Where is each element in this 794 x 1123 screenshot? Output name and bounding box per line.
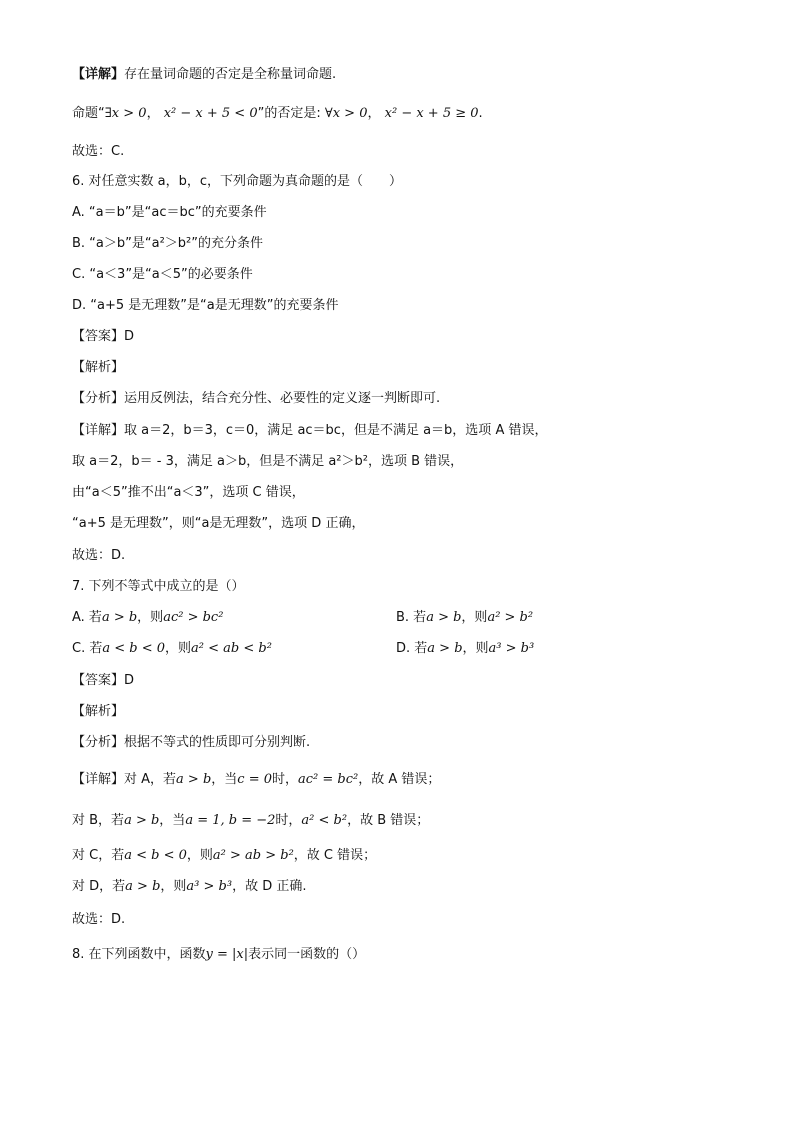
answer-choice-line: 故选：C. — [72, 144, 125, 159]
option-7b: B. 若a > b，则a² > b² — [396, 610, 534, 625]
question-8: 8. 在下列函数中，函数y = |x|表示同一函数的（） — [72, 947, 366, 962]
answer-7: 【答案】D — [72, 673, 135, 688]
detail-7-line1: 【详解】对 A，若a > b，当c = 0时，ac² = bc²，故 A 错误； — [72, 772, 441, 787]
option-7a: A. 若a > b，则ac² > bc² — [72, 610, 224, 625]
choice-6: 故选：D. — [72, 548, 126, 563]
choice-7: 故选：D. — [72, 912, 126, 927]
detail-7-line2: 对 B，若a > b，当a = 1, b = −2时，a² < b²，故 B 错误； — [72, 813, 430, 828]
negation-line: 命题“∃x > 0， x² − x + 5 < 0”的否定是: ∀x > 0， x² − x + 5 ≥ 0. — [72, 106, 483, 121]
question-7: 7. 下列不等式中成立的是（） — [72, 579, 245, 594]
analysis-6: 【分析】运用反例法，结合充分性、必要性的定义逐一判断即可. — [72, 391, 441, 406]
detail-7-line4: 对 D，若a > b，则a³ > b³，故 D 正确. — [72, 879, 307, 894]
option-6b: B. “a＞b”是“a²＞b²”的充分条件 — [72, 236, 263, 251]
detail-6-line3: 由“a＜5”推不出“a＜3”，选项 C 错误， — [72, 485, 305, 500]
detail-7-line3: 对 C，若a < b < 0，则a² > ab > b²，故 C 错误； — [72, 848, 377, 863]
answer-6: 【答案】D — [72, 329, 135, 344]
option-6c: C. “a＜3”是“a＜5”的必要条件 — [72, 267, 253, 282]
analysis-7: 【分析】根据不等式的性质即可分别判断. — [72, 735, 311, 750]
detail-6-line2: 取 a＝2，b＝ - 3，满足 a＞b，但是不满足 a²＞b²，选项 B 错误， — [72, 454, 464, 469]
option-6a: A. “a＝b”是“ac＝bc”的充要条件 — [72, 205, 267, 220]
question-6: 6. 对任意实数 a，b，c，下列命题为真命题的是（ ） — [72, 174, 403, 189]
analysis-7-header: 【解析】 — [72, 704, 125, 719]
detail-6-line4: “a+5 是无理数”，则“a是无理数”，选项 D 正确， — [72, 516, 365, 531]
option-6d: D. “a+5 是无理数”是“a是无理数”的充要条件 — [72, 298, 339, 313]
detail-6-line1: 【详解】取 a＝2，b＝3，c＝0，满足 ac＝bc，但是不满足 a＝b，选项 A 错误， — [72, 423, 548, 438]
detail-line: 【详解】存在量词命题的否定是全称量词命题. — [72, 67, 337, 82]
option-7d: D. 若a > b，则a³ > b³ — [396, 641, 535, 656]
analysis-6-header: 【解析】 — [72, 360, 125, 375]
option-7c: C. 若a < b < 0，则a² < ab < b² — [72, 641, 272, 656]
